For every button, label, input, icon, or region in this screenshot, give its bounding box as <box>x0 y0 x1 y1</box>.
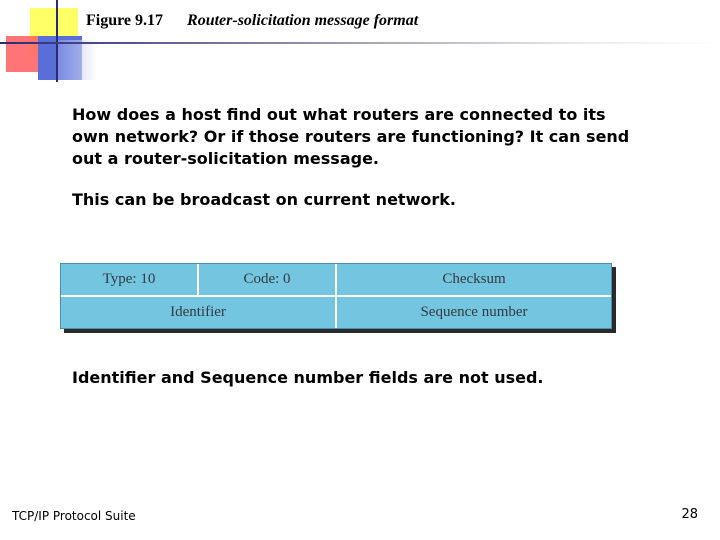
sequence-number-field: Sequence number <box>336 296 612 329</box>
decorative-blue-gradient <box>58 40 98 80</box>
decorative-vertical-line <box>56 0 58 82</box>
code-field: Code: 0 <box>198 263 336 296</box>
figure-title: Router-solicitation message format <box>187 12 419 29</box>
decorative-horizontal-line <box>0 42 720 44</box>
page-number: 28 <box>681 507 698 522</box>
intro-paragraph: How does a host find out what routers are connected to its own network? Or if those routers are functioning? It can send out a router-solicitation message. <box>72 105 630 168</box>
format-row-2 <box>60 296 612 329</box>
figure-number: Figure 9.17 <box>86 12 164 29</box>
type-field: Type: 10 <box>60 263 198 296</box>
message-format-diagram <box>60 263 612 329</box>
figure-caption <box>86 12 418 30</box>
note-paragraph: Identifier and Sequence number fields are not used. <box>72 368 544 387</box>
broadcast-paragraph: This can be broadcast on current network. <box>72 190 456 209</box>
identifier-field: Identifier <box>60 296 336 329</box>
footer-course-title: TCP/IP Protocol Suite <box>12 509 136 523</box>
checksum-field: Checksum <box>336 263 612 296</box>
format-row-1 <box>60 263 612 296</box>
